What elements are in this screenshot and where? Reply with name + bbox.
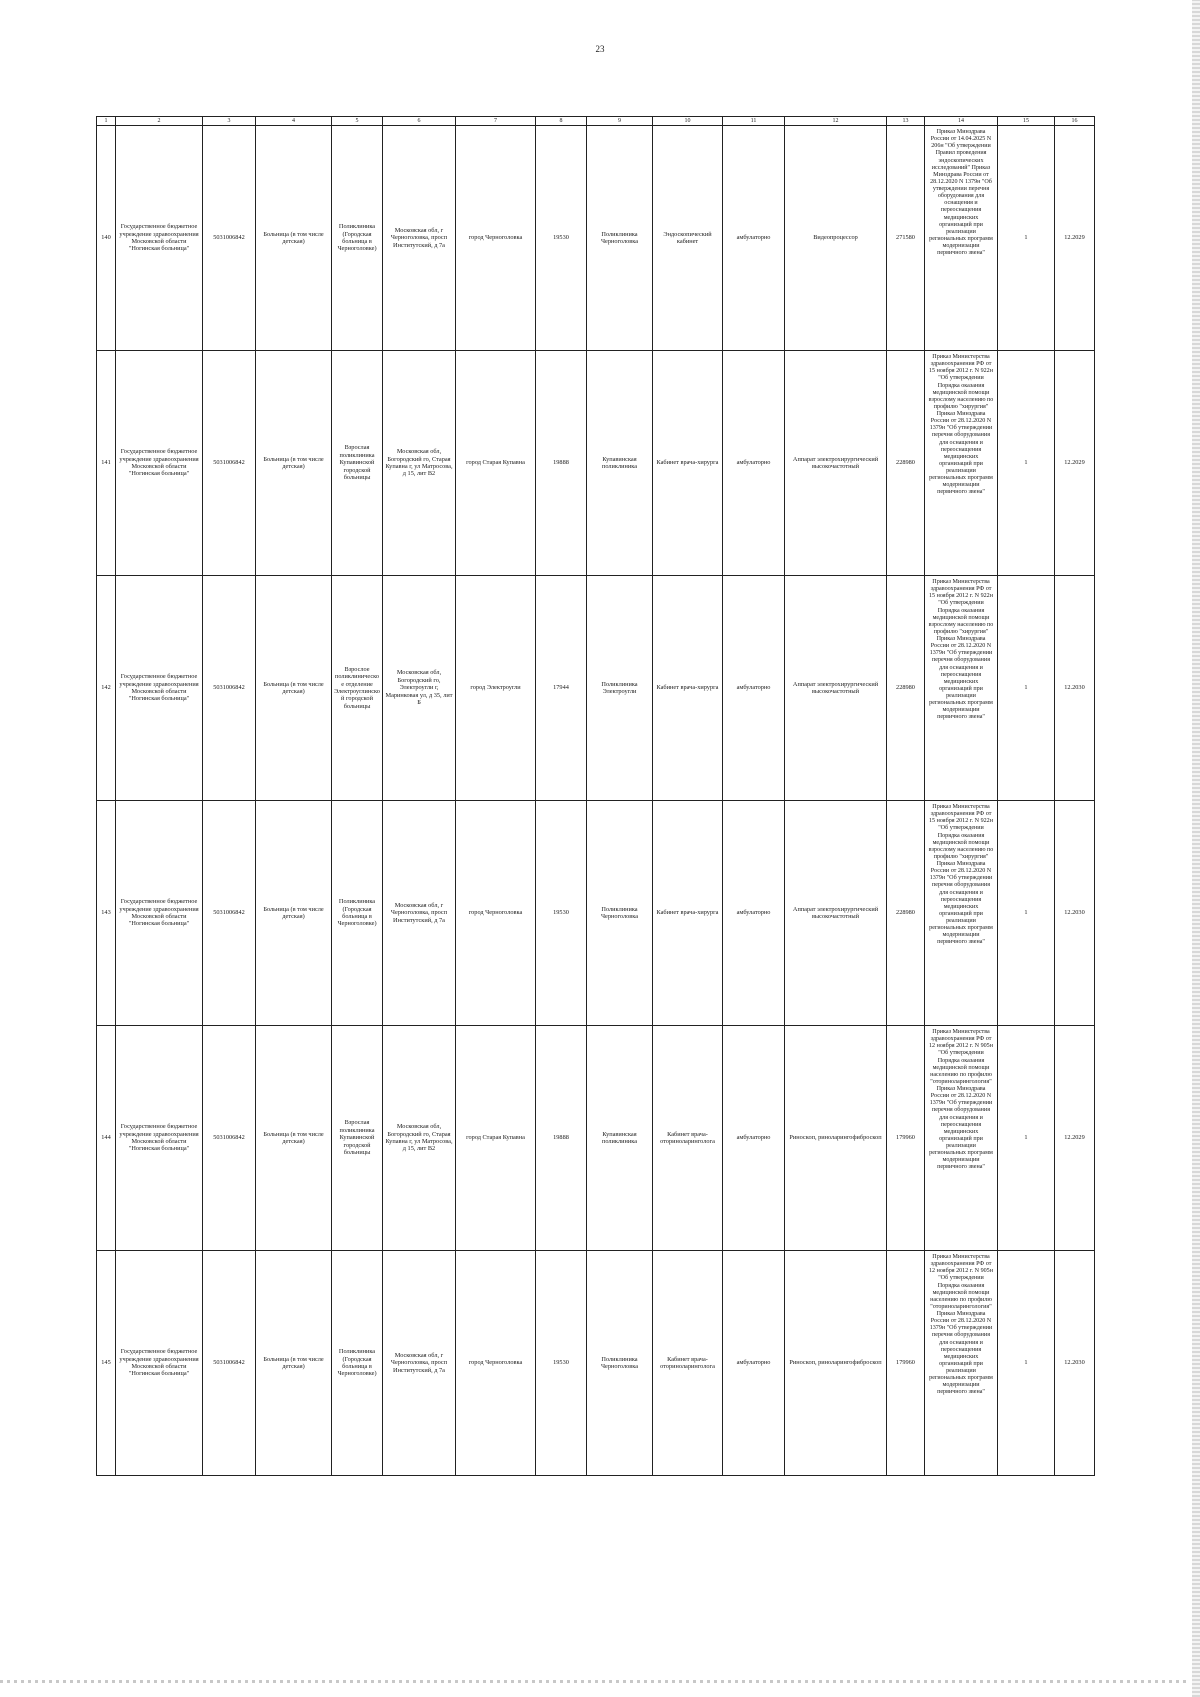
settlement: город Черноголовка [456, 801, 536, 1026]
care-conditions: амбулаторно [723, 1026, 785, 1251]
cabinet: Кабинет врача-хирурга [653, 351, 723, 576]
care-conditions: амбулаторно [723, 351, 785, 576]
page-number: 23 [595, 44, 605, 54]
regulation: Приказ Минздрава России от 14.04.2025 N 206н "Об утверждении Правил проведения эндоскопических исследований" Приказ Минздрава России от 28.12.2020 N 1379н "Об утверждении перечня оборудования для оснащения и переоснащения медицинских организаций при реализации региональных программ модернизации первичного звена" [925, 126, 998, 351]
population: 19530 [536, 1251, 587, 1476]
column-number-5: 5 [332, 117, 383, 126]
code: 228980 [887, 351, 925, 576]
column-number-7: 7 [456, 117, 536, 126]
table-row [97, 576, 1095, 801]
code: 179960 [887, 1251, 925, 1476]
population: 19530 [536, 126, 587, 351]
row-number: 140 [97, 126, 116, 351]
address: Московская обл, Богородский го, Старая Купавна г, ул Матросова, д 15, лит В2 [383, 1026, 456, 1251]
subdivision: Поликлиника (Городская больница в Черноголовке) [332, 801, 383, 1026]
row-number: 145 [97, 1251, 116, 1476]
quantity: 1 [998, 351, 1055, 576]
institution-name: Государственное бюджетное учреждение здравоохранения Московской области "Ногинская больница" [116, 351, 203, 576]
care-conditions: амбулаторно [723, 576, 785, 801]
table-row [97, 1251, 1095, 1476]
regulation: Приказ Министерства здравоохранения РФ от 12 ноября 2012 г. N 905н "Об утверждении Порядка оказания медицинской помощи населению по профилю "оториноларингология" Приказ Минздрава России от 28.12.2020 N 1379н "Об утверждении перечня оборудования для оснащения и переоснащения медицинских организаций при реализации региональных программ модернизации первичного звена" [925, 1026, 998, 1251]
quantity: 1 [998, 1026, 1055, 1251]
code: 228980 [887, 801, 925, 1026]
equipment: Риноскоп, риноларингофиброскоп [785, 1026, 887, 1251]
row-number: 143 [97, 801, 116, 1026]
settlement: город Черноголовка [456, 1251, 536, 1476]
care-conditions: амбулаторно [723, 801, 785, 1026]
settlement: город Старая Купавна [456, 1026, 536, 1251]
regulation: Приказ Министерства здравоохранения РФ от 15 ноября 2012 г. N 922н "Об утверждении Порядка оказания медицинской помощи взрослому населению по профилю "хирургия" Приказ Минздрава России от 28.12.2020 N 1379н "Об утверждении перечня оборудования для оснащения и переоснащения медицинских организаций при реализации региональных программ модернизации первичного звена" [925, 351, 998, 576]
subdivision: Поликлиника (Городская больница в Черноголовке) [332, 126, 383, 351]
column-number-3: 3 [203, 117, 256, 126]
equipment: Риноскоп, риноларингофиброскоп [785, 1251, 887, 1476]
code: 179960 [887, 1026, 925, 1251]
inn: 5031006842 [203, 576, 256, 801]
row-number: 144 [97, 1026, 116, 1251]
inn: 5031006842 [203, 126, 256, 351]
subdivision: Взрослое поликлиническое отделение Электроуглинской городской больницы [332, 576, 383, 801]
column-number-6: 6 [383, 117, 456, 126]
column-number-15: 15 [998, 117, 1055, 126]
facility: Купавинская поликлиника [587, 351, 653, 576]
institution-type: Больница (в том числе детская) [256, 801, 332, 1026]
column-number-1: 1 [97, 117, 116, 126]
institution-name: Государственное бюджетное учреждение здравоохранения Московской области "Ногинская больница" [116, 1251, 203, 1476]
table-row [97, 801, 1095, 1026]
scan-bottom-artifact [0, 1680, 1190, 1683]
care-conditions: амбулаторно [723, 126, 785, 351]
code: 228980 [887, 576, 925, 801]
quantity: 1 [998, 1251, 1055, 1476]
deadline: 12.2030 [1055, 1251, 1095, 1476]
institution-type: Больница (в том числе детская) [256, 1251, 332, 1476]
row-number: 141 [97, 351, 116, 576]
institution-type: Больница (в том числе детская) [256, 351, 332, 576]
facility: Купавинская поликлиника [587, 1026, 653, 1251]
settlement: город Старая Купавна [456, 351, 536, 576]
settlement: город Электроугли [456, 576, 536, 801]
facility: Поликлиника Электроугли [587, 576, 653, 801]
institution-name: Государственное бюджетное учреждение здравоохранения Московской области "Ногинская больница" [116, 126, 203, 351]
cabinet: Кабинет врача-хирурга [653, 576, 723, 801]
deadline: 12.2030 [1055, 801, 1095, 1026]
subdivision: Поликлиника (Городская больница в Черноголовке) [332, 1251, 383, 1476]
header-row [97, 117, 1095, 126]
address: Московская обл, г Черноголовка, просп Институтский, д 7а [383, 1251, 456, 1476]
inn: 5031006842 [203, 1026, 256, 1251]
inn: 5031006842 [203, 351, 256, 576]
facility: Поликлиника Черноголовка [587, 801, 653, 1026]
settlement: город Черноголовка [456, 126, 536, 351]
equipment: Аппарат электрохирургический высокочастотный [785, 351, 887, 576]
address: Московская обл, г Черноголовка, просп Институтский, д 7а [383, 126, 456, 351]
equipment: Видеопроцессор [785, 126, 887, 351]
deadline: 12.2029 [1055, 1026, 1095, 1251]
population: 17944 [536, 576, 587, 801]
quantity: 1 [998, 126, 1055, 351]
institution-name: Государственное бюджетное учреждение здравоохранения Московской области "Ногинская больница" [116, 1026, 203, 1251]
institution-name: Государственное бюджетное учреждение здравоохранения Московской области "Ногинская больница" [116, 576, 203, 801]
regulation: Приказ Министерства здравоохранения РФ от 15 ноября 2012 г. N 922н "Об утверждении Порядка оказания медицинской помощи взрослому населению по профилю "хирургия" Приказ Минздрава России от 28.12.2020 N 1379н "Об утверждении перечня оборудования для оснащения и переоснащения медицинских организаций при реализации региональных программ модернизации первичного звена" [925, 576, 998, 801]
care-conditions: амбулаторно [723, 1251, 785, 1476]
regulation: Приказ Министерства здравоохранения РФ от 12 ноября 2012 г. N 905н "Об утверждении Порядка оказания медицинской помощи населению по профилю "оториноларингология" Приказ Минздрава России от 28.12.2020 N 1379н "Об утверждении перечня оборудования для оснащения и переоснащения медицинских организаций при реализации региональных программ модернизации первичного звена" [925, 1251, 998, 1476]
subdivision: Взрослая поликлиника Купавинской городской больницы [332, 351, 383, 576]
address: Московская обл, г Черноголовка, просп Институтский, д 7а [383, 801, 456, 1026]
column-number-8: 8 [536, 117, 587, 126]
quantity: 1 [998, 801, 1055, 1026]
table-row [97, 351, 1095, 576]
column-number-10: 10 [653, 117, 723, 126]
institution-name: Государственное бюджетное учреждение здравоохранения Московской области "Ногинская больница" [116, 801, 203, 1026]
quantity: 1 [998, 576, 1055, 801]
row-number: 142 [97, 576, 116, 801]
institution-type: Больница (в том числе детская) [256, 126, 332, 351]
table-row [97, 1026, 1095, 1251]
column-number-2: 2 [116, 117, 203, 126]
regulation: Приказ Министерства здравоохранения РФ от 15 ноября 2012 г. N 922н "Об утверждении Порядка оказания медицинской помощи взрослому населению по профилю "хирургия" Приказ Минздрава России от 28.12.2020 N 1379н "Об утверждении перечня оборудования для оснащения и переоснащения медицинских организаций при реализации региональных программ модернизации первичного звена" [925, 801, 998, 1026]
column-number-16: 16 [1055, 117, 1095, 126]
scan-edge-artifact [1192, 0, 1200, 1697]
column-number-4: 4 [256, 117, 332, 126]
equipment-registry-table [96, 116, 1095, 1476]
column-number-9: 9 [587, 117, 653, 126]
cabinet: Кабинет врача-оториноларинголога [653, 1026, 723, 1251]
column-number-11: 11 [723, 117, 785, 126]
population: 19888 [536, 1026, 587, 1251]
institution-type: Больница (в том числе детская) [256, 576, 332, 801]
column-number-13: 13 [887, 117, 925, 126]
subdivision: Взрослая поликлиника Купавинской городской больницы [332, 1026, 383, 1251]
cabinet: Кабинет врача-оториноларинголога [653, 1251, 723, 1476]
address: Московская обл, Богородский го, Электроугли г, Маринковая ул, д 35, лит Б [383, 576, 456, 801]
deadline: 12.2029 [1055, 351, 1095, 576]
code: 271580 [887, 126, 925, 351]
institution-type: Больница (в том числе детская) [256, 1026, 332, 1251]
deadline: 12.2030 [1055, 576, 1095, 801]
column-number-14: 14 [925, 117, 998, 126]
facility: Поликлиника Черноголовка [587, 126, 653, 351]
population: 19530 [536, 801, 587, 1026]
cabinet: Кабинет врача-хирурга [653, 801, 723, 1026]
facility: Поликлиника Черноголовка [587, 1251, 653, 1476]
equipment: Аппарат электрохирургический высокочастотный [785, 801, 887, 1026]
equipment: Аппарат электрохирургический высокочастотный [785, 576, 887, 801]
cabinet: Эндоскопический кабинет [653, 126, 723, 351]
population: 19888 [536, 351, 587, 576]
inn: 5031006842 [203, 1251, 256, 1476]
address: Московская обл, Богородский го, Старая Купавна г, ул Матросова, д 15, лит В2 [383, 351, 456, 576]
table-row [97, 126, 1095, 351]
column-number-12: 12 [785, 117, 887, 126]
inn: 5031006842 [203, 801, 256, 1026]
deadline: 12.2029 [1055, 126, 1095, 351]
